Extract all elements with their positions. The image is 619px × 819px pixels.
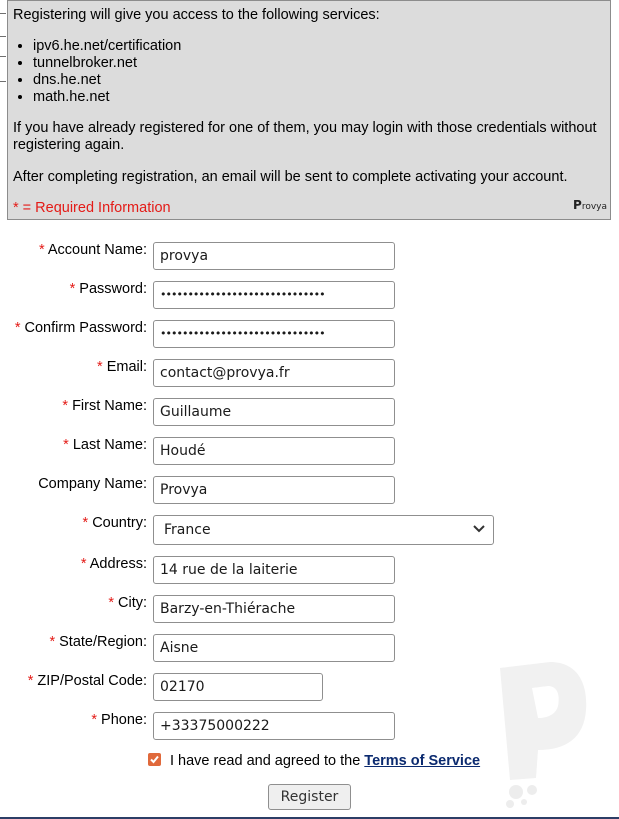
country-select[interactable] (153, 515, 494, 545)
password-label: * Password: (69, 281, 147, 297)
info-login-note: If you have already registered for one of them, you may login with those credentials without registering again. (13, 120, 597, 153)
last-name-row (0, 437, 619, 465)
required-mark: * (97, 359, 103, 375)
info-email-note: After completing registration, an email will be sent to complete activating your account. (13, 169, 568, 185)
info-intro: Registering will give you access to the following services: (13, 7, 380, 23)
required-mark: * (27, 673, 34, 689)
password-input[interactable]: •••••••••••••••••••••••••••••• (153, 281, 395, 309)
city-row (0, 595, 619, 623)
country-select-value: France (164, 522, 211, 538)
required-mark: * (69, 281, 76, 297)
list-item: • tunnelbroker.net (33, 55, 181, 72)
last-name-input[interactable]: Houdé (153, 437, 395, 465)
zip-input[interactable]: 02170 (153, 673, 323, 701)
register-button[interactable]: Register (268, 784, 351, 810)
provya-logo-text: rovya (581, 202, 607, 212)
required-mark: * (82, 515, 89, 531)
address-label: * Address: (80, 556, 147, 572)
first-name-label: * First Name: (62, 398, 147, 414)
city-label: * City: (108, 595, 147, 611)
email-label: * Email: (97, 359, 147, 375)
required-mark: * (14, 320, 21, 336)
required-mark: * (62, 398, 69, 414)
required-mark: * (108, 595, 114, 611)
provya-watermark-icon (488, 650, 598, 810)
confirm-password-label: * Confirm Password: (14, 320, 147, 336)
first-name-row (0, 398, 619, 426)
phone-label: * Phone: (91, 712, 147, 728)
account-name-input[interactable]: provya (153, 242, 395, 270)
email-input[interactable]: contact@provya.fr (153, 359, 395, 387)
company-name-input[interactable]: Provya (153, 476, 395, 504)
address-row (0, 556, 619, 584)
zip-label: * ZIP/Postal Code: (27, 673, 147, 689)
services-list (13, 38, 181, 106)
country-row (0, 515, 619, 543)
provya-logo (573, 197, 607, 216)
terms-of-service-link[interactable]: Terms of Service (364, 753, 481, 769)
required-mark: * (38, 242, 45, 258)
state-label: * State/Region: (49, 634, 147, 650)
list-item: • math.he.net (33, 89, 181, 106)
required-info-note: * = Required Information (13, 200, 171, 216)
phone-input[interactable]: +33375000222 (153, 712, 395, 740)
password-row (0, 281, 619, 309)
terms-text: I have read and agreed to the Terms of Service (170, 753, 481, 769)
provya-logo-mark: P (573, 198, 582, 212)
edge-tick (0, 56, 6, 57)
list-item: • ipv6.he.net/certification (33, 38, 181, 55)
edge-tick (0, 81, 6, 82)
required-mark: * (63, 437, 69, 453)
last-name-label: * Last Name: (63, 437, 147, 453)
account-name-row (0, 242, 619, 270)
first-name-input[interactable]: Guillaume (153, 398, 395, 426)
terms-checkbox[interactable] (148, 753, 161, 766)
country-label: * Country: (82, 515, 147, 531)
required-mark: * (80, 556, 87, 572)
registration-info-box (7, 0, 611, 220)
edge-tick (0, 13, 6, 14)
chevron-down-icon (473, 524, 485, 534)
email-row (0, 359, 619, 387)
confirm-password-row (0, 320, 619, 348)
account-name-label: * Account Name: (38, 242, 147, 258)
checkmark-icon (149, 754, 160, 765)
required-mark: * (49, 634, 56, 650)
company-name-label: Company Name: (38, 476, 147, 492)
city-input[interactable]: Barzy-en-Thiérache (153, 595, 395, 623)
confirm-password-input[interactable]: •••••••••••••••••••••••••••••• (153, 320, 395, 348)
state-input[interactable]: Aisne (153, 634, 395, 662)
edge-tick (0, 36, 6, 37)
required-mark: * (91, 712, 97, 728)
address-input[interactable]: 14 rue de la laiterie (153, 556, 395, 584)
list-item: • dns.he.net (33, 72, 181, 89)
company-name-row (0, 476, 619, 504)
